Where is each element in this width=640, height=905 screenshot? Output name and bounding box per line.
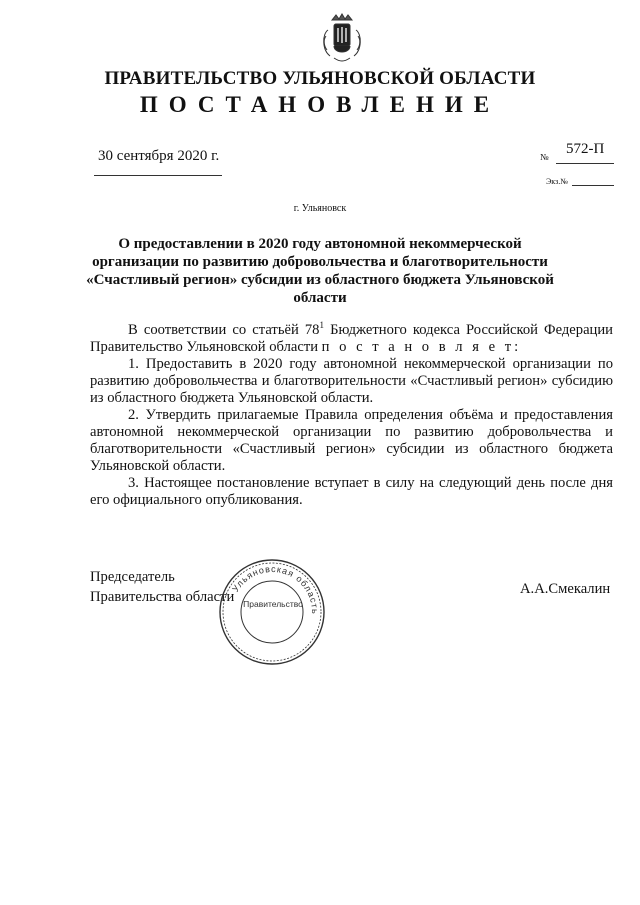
decree-word: п о с т а н о в л я е т:	[321, 339, 522, 355]
city: г. Ульяновск	[293, 203, 347, 214]
copy-number-label: Экз.№	[546, 177, 568, 186]
document-title: О предоставлении в 2020 году автономной некоммерческой организации по развитию добровольчества и благотворительности «Счастливый регион» субсидии из областного бюджета Ульяновской области	[86, 236, 554, 306]
document-type: ПОСТАНОВЛЕНИЕ	[139, 92, 501, 117]
copy-number-underline	[572, 185, 614, 186]
svg-text:Ульяновская область: Ульяновская область	[230, 563, 321, 615]
document-number: 572-П	[566, 141, 605, 157]
organization-name: ПРАВИТЕЛЬСТВО УЛЬЯНОВСКОЙ ОБЛАСТИ	[104, 68, 536, 89]
item-2: 2. Утвердить прилагаемые Правила определения объёма и предоставления автономной некоммерческой организации по развитию добровольчества и благотворительности «Счастливый регион» субсидии из областного бюджета Ульяновской области.	[90, 407, 613, 474]
date-underline	[94, 175, 222, 176]
stamp-center-text: Правительство	[243, 599, 303, 609]
signatory-position: Председатель Правительства области	[90, 569, 235, 605]
intro-paragraph: В соответствии со статьёй $78^1$ Бюджетного кодекса Российской Федерации Правительство Ульяновской области п о с т а н о в л я е т:	[90, 320, 613, 355]
signatory-name: А.А.Смекалин	[520, 581, 611, 597]
document-body	[90, 322, 613, 509]
coat-of-arms-icon	[320, 12, 364, 64]
document-date: 30 сентября 2020 г.	[98, 148, 220, 164]
number-underline	[556, 163, 614, 164]
item-1: 1. Предоставить в 2020 году автономной некоммерческой организации по развитию добровольчества и благотворительности «Счастливый регион» субсидию из областного бюджета Ульяновской области.	[90, 356, 613, 406]
number-sign: №	[540, 152, 549, 162]
item-3: 3. Настоящее постановление вступает в силу на следующий день после дня его официального опубликования.	[90, 475, 613, 508]
official-stamp	[217, 557, 327, 667]
